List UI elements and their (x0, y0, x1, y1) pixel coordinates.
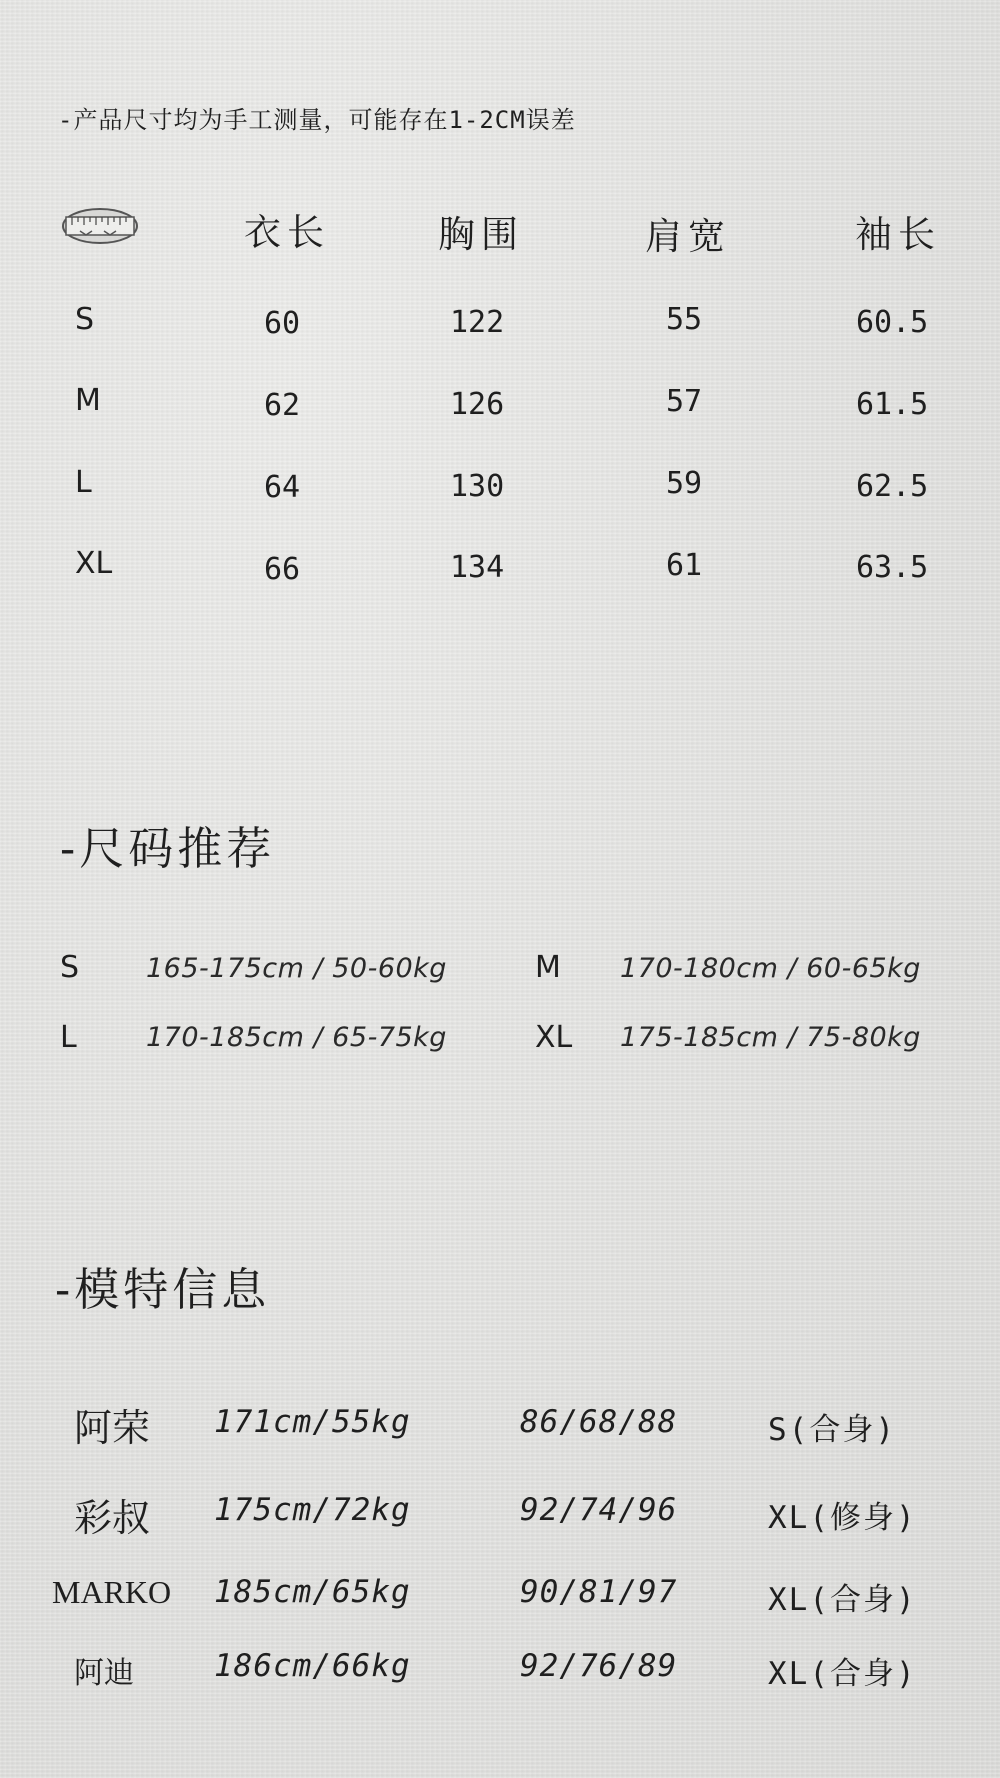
model-height-weight: 171cm/55kg (214, 1404, 411, 1440)
model-name: 阿迪 (74, 1656, 134, 1691)
model-measurements: 92/76/89 (520, 1648, 678, 1684)
table-cell: 59 (666, 466, 703, 501)
model-name: MARKO (52, 1574, 172, 1610)
recommend-size: S (60, 950, 80, 985)
table-cell: 60.5 (856, 305, 929, 340)
model-info-title: -模特信息 (55, 1263, 271, 1316)
recommend-value: 170-185cm / 65-75kg (146, 1022, 447, 1053)
table-cell: 57 (666, 384, 703, 419)
size-recommend-title: -尺码推荐 (60, 822, 276, 875)
recommend-size: XL (535, 1020, 573, 1055)
table-cell: 61 (666, 548, 703, 583)
model-height-weight: 175cm/72kg (214, 1492, 411, 1528)
recommend-value: 165-175cm / 50-60kg (146, 953, 447, 984)
recommend-value: 175-185cm / 75-80kg (620, 1022, 921, 1053)
header-sleeve: 袖长 (855, 213, 941, 256)
model-fit: XL(合身) (768, 1582, 917, 1618)
table-cell: 60 (264, 306, 301, 341)
model-measurements: 92/74/96 (520, 1492, 678, 1528)
measurement-note: -产品尺寸均为手工测量，可能存在1-2CM误差 (58, 106, 576, 134)
model-measurements: 86/68/88 (520, 1404, 678, 1440)
header-chest: 胸围 (438, 213, 524, 256)
table-cell: 130 (450, 469, 505, 504)
table-cell: 66 (264, 552, 301, 587)
model-height-weight: 185cm/65kg (214, 1574, 411, 1610)
model-fit: XL(修身) (768, 1500, 917, 1536)
table-cell: 126 (450, 387, 505, 422)
model-name: 阿荣 (74, 1406, 151, 1450)
model-fit: S(合身) (768, 1412, 896, 1448)
table-row-size: XL (75, 546, 113, 581)
table-row-size: S (75, 302, 95, 337)
table-cell: 122 (450, 305, 505, 340)
model-measurements: 90/81/97 (520, 1574, 678, 1610)
table-cell: 64 (264, 470, 301, 505)
table-cell: 62.5 (856, 469, 929, 504)
model-height-weight: 186cm/66kg (214, 1648, 411, 1684)
recommend-size: M (535, 950, 561, 985)
table-row-size: L (75, 465, 92, 500)
table-row-size: M (75, 383, 101, 418)
table-cell: 63.5 (856, 550, 929, 585)
model-name: 彩叔 (74, 1496, 151, 1540)
table-cell: 62 (264, 388, 301, 423)
table-cell: 55 (666, 302, 703, 337)
recommend-value: 170-180cm / 60-65kg (620, 953, 921, 984)
header-shoulder: 肩宽 (645, 215, 731, 258)
table-cell: 134 (450, 550, 505, 585)
tape-measure-icon (60, 205, 140, 247)
table-cell: 61.5 (856, 387, 929, 422)
header-length: 衣长 (244, 211, 330, 254)
recommend-size: L (60, 1020, 77, 1055)
model-fit: XL(合身) (768, 1656, 917, 1692)
